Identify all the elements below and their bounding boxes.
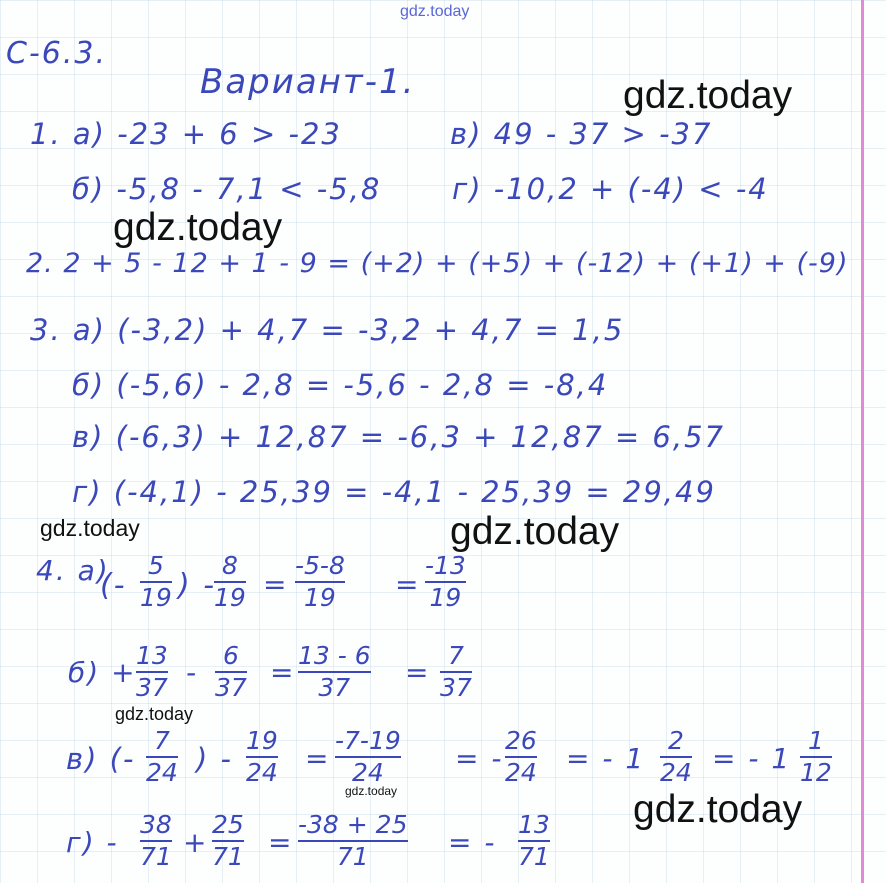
task4-b-eq1: = xyxy=(270,656,296,689)
task4-a-open: (- xyxy=(100,568,127,603)
task4-v-eq4: = - 1 xyxy=(712,742,792,775)
task4-v-fraction-6: 1 12 xyxy=(800,726,832,787)
watermark: gdz.today xyxy=(113,206,283,249)
task4-a-label: 4. а) xyxy=(36,554,110,587)
task1-g: г) -10,2 + (-4) < -4 xyxy=(452,172,769,206)
task4-b-fraction-1: 13 37 xyxy=(136,641,168,702)
task2: 2. 2 + 5 - 12 + 1 - 9 = (+2) + (+5) + (-12) + (+1) + (-9) xyxy=(26,248,849,279)
task4-v-fraction-4: 26 24 xyxy=(505,726,537,787)
task4-g-eq2: = - xyxy=(448,826,497,859)
task4-b-label: б) + xyxy=(68,656,137,689)
task4-b-fraction-2: 6 37 xyxy=(215,641,247,702)
task4-v-eq1: = xyxy=(305,742,331,775)
task4-b-fraction-3: 13 - 6 37 xyxy=(298,641,371,702)
task4-g-fraction-1: 38 71 xyxy=(140,810,172,871)
task4-a-eq1: = xyxy=(263,568,289,601)
task4-a-eq2: = xyxy=(395,568,421,601)
watermark: gdz.today xyxy=(40,515,140,541)
task4-v-close: ) - xyxy=(196,742,233,776)
task4-b-op: - xyxy=(186,656,199,689)
task3-a: 3. а) (-3,2) + 4,7 = -3,2 + 4,7 = 1,5 xyxy=(30,313,625,347)
watermark: gdz.today xyxy=(345,784,398,798)
task4-v-fraction-3: -7-19 24 xyxy=(335,726,401,787)
margin-line xyxy=(861,0,864,883)
task4-g-fraction-4: 13 71 xyxy=(518,810,550,871)
task3-g: г) (-4,1) - 25,39 = -4,1 - 25,39 = 29,49 xyxy=(72,475,716,509)
watermark: gdz.today xyxy=(400,3,470,20)
task1-v: в) 49 - 37 > -37 xyxy=(450,117,713,151)
task4-v-fraction-5: 2 24 xyxy=(660,726,692,787)
task4-v-fraction-1: 7 24 xyxy=(146,726,178,787)
task4-a-fraction-3: -5-8 19 xyxy=(295,551,345,612)
variant-title: Вариант-1. xyxy=(200,62,416,102)
task4-a-fraction-1: 5 19 xyxy=(140,551,172,612)
task3-b: б) (-5,6) - 2,8 = -5,6 - 2,8 = -8,4 xyxy=(72,368,609,402)
task3-v: в) (-6,3) + 12,87 = -6,3 + 12,87 = 6,57 xyxy=(72,420,725,454)
task4-g-eq1: = xyxy=(268,826,294,859)
task1-b: б) -5,8 - 7,1 < -5,8 xyxy=(72,172,382,206)
watermark: gdz.today xyxy=(633,788,803,831)
task1-a: 1. а) -23 + 6 > -23 xyxy=(30,117,342,151)
task4-g-fraction-3: -38 + 25 71 xyxy=(298,810,408,871)
watermark: gdz.today xyxy=(115,704,194,724)
task4-a-fraction-2: 8 19 xyxy=(214,551,246,612)
task4-b-eq2: = xyxy=(405,656,431,689)
task4-v-fraction-2: 19 24 xyxy=(246,726,278,787)
task4-v-eq2: = - xyxy=(455,742,504,775)
work-code: С-6.3. xyxy=(6,36,108,71)
task4-g-label: г) - xyxy=(66,826,119,859)
task4-v-label: в) (- xyxy=(66,742,136,776)
task4-b-fraction-4: 7 37 xyxy=(440,641,472,702)
task4-v-eq3: = - 1 xyxy=(566,742,646,775)
watermark: gdz.today xyxy=(623,74,793,117)
task4-g-op: + xyxy=(183,826,209,859)
task4-g-fraction-2: 25 71 xyxy=(212,810,244,871)
task4-a-close: ) - xyxy=(178,568,217,603)
task4-a-fraction-4: -13 19 xyxy=(425,551,466,612)
watermark: gdz.today xyxy=(450,510,620,553)
